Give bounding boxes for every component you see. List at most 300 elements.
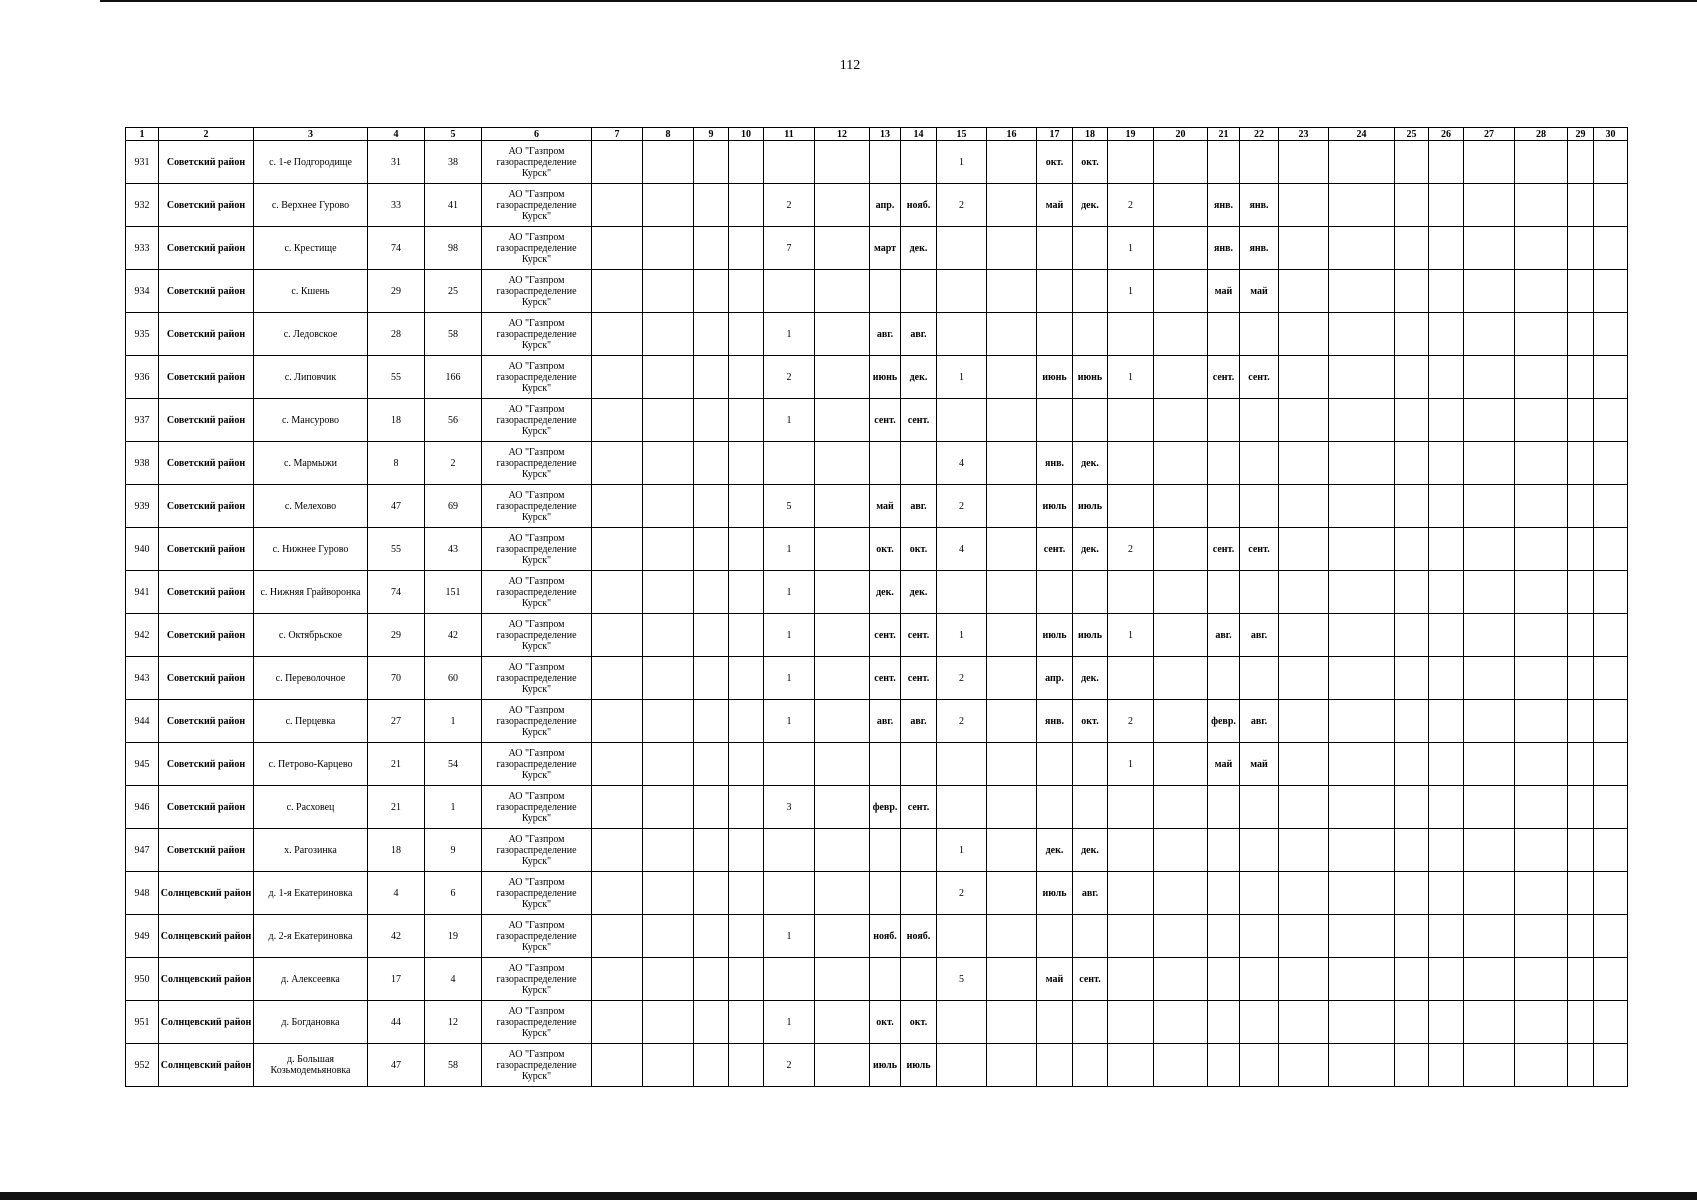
- empty-cell: [1464, 485, 1515, 528]
- empty-cell: [1279, 528, 1329, 571]
- empty-cell: [643, 571, 694, 614]
- settlement-cell: с. Расховец: [254, 786, 368, 829]
- empty-cell: [1279, 657, 1329, 700]
- empty-cell: [1464, 614, 1515, 657]
- value-cell: сент.: [1240, 356, 1279, 399]
- empty-cell: [1429, 270, 1464, 313]
- value-cell: [1240, 958, 1279, 1001]
- empty-cell: [592, 270, 643, 313]
- district-cell: Советский район: [159, 442, 254, 485]
- value-cell: 4: [937, 442, 987, 485]
- value-cell: [937, 1044, 987, 1087]
- value-cell: 21: [368, 786, 425, 829]
- value-cell: 25: [425, 270, 482, 313]
- value-cell: 2: [1108, 184, 1154, 227]
- empty-cell: [1594, 1044, 1628, 1087]
- value-cell: [901, 872, 937, 915]
- organization-cell: АО "Газпром газораспределение Курск": [482, 829, 592, 872]
- value-cell: [870, 958, 901, 1001]
- empty-cell: [694, 700, 729, 743]
- column-number-cell: 15: [937, 128, 987, 141]
- empty-cell: [987, 571, 1037, 614]
- value-cell: янв.: [1240, 227, 1279, 270]
- column-number-cell: 29: [1568, 128, 1594, 141]
- value-cell: [1037, 786, 1073, 829]
- value-cell: окт.: [901, 528, 937, 571]
- empty-cell: [1154, 442, 1208, 485]
- value-cell: авг.: [870, 313, 901, 356]
- empty-cell: [1515, 700, 1568, 743]
- value-cell: [764, 872, 815, 915]
- empty-cell: [1429, 1001, 1464, 1044]
- value-cell: сент.: [1208, 528, 1240, 571]
- empty-cell: [815, 958, 870, 1001]
- column-number-header-row: [126, 128, 1628, 141]
- empty-cell: [1279, 313, 1329, 356]
- value-cell: [1240, 1044, 1279, 1087]
- empty-cell: [1464, 227, 1515, 270]
- value-cell: [1073, 1044, 1108, 1087]
- empty-cell: [1568, 571, 1594, 614]
- empty-cell: [987, 270, 1037, 313]
- empty-cell: [1395, 227, 1429, 270]
- empty-cell: [1464, 1001, 1515, 1044]
- value-cell: 33: [368, 184, 425, 227]
- value-cell: [937, 1001, 987, 1044]
- empty-cell: [1464, 442, 1515, 485]
- value-cell: [1240, 485, 1279, 528]
- value-cell: [1240, 657, 1279, 700]
- value-cell: нояб.: [901, 184, 937, 227]
- value-cell: авг.: [901, 700, 937, 743]
- empty-cell: [987, 313, 1037, 356]
- value-cell: [1208, 829, 1240, 872]
- empty-cell: [643, 270, 694, 313]
- district-cell: Советский район: [159, 571, 254, 614]
- empty-cell: [694, 657, 729, 700]
- value-cell: [901, 829, 937, 872]
- empty-cell: [592, 184, 643, 227]
- empty-cell: [643, 1001, 694, 1044]
- organization-cell: АО "Газпром газораспределение Курск": [482, 184, 592, 227]
- empty-cell: [815, 829, 870, 872]
- value-cell: сент.: [1240, 528, 1279, 571]
- settlement-cell: х. Рагозинка: [254, 829, 368, 872]
- value-cell: 55: [368, 528, 425, 571]
- row-number-cell: 934: [126, 270, 159, 313]
- empty-cell: [1329, 141, 1395, 184]
- empty-cell: [815, 657, 870, 700]
- value-cell: 58: [425, 313, 482, 356]
- value-cell: [1208, 915, 1240, 958]
- empty-cell: [729, 528, 764, 571]
- value-cell: сент.: [901, 786, 937, 829]
- empty-cell: [1395, 1044, 1429, 1087]
- empty-cell: [1429, 829, 1464, 872]
- value-cell: [937, 227, 987, 270]
- empty-cell: [643, 958, 694, 1001]
- empty-cell: [1329, 356, 1395, 399]
- empty-cell: [1329, 571, 1395, 614]
- settlement-cell: с. Липовчик: [254, 356, 368, 399]
- empty-cell: [1594, 356, 1628, 399]
- empty-cell: [694, 399, 729, 442]
- table-row: [126, 1044, 1628, 1087]
- empty-cell: [1568, 614, 1594, 657]
- organization-cell: АО "Газпром газораспределение Курск": [482, 141, 592, 184]
- value-cell: [937, 743, 987, 786]
- empty-cell: [987, 958, 1037, 1001]
- empty-cell: [694, 442, 729, 485]
- empty-cell: [987, 700, 1037, 743]
- value-cell: [1240, 872, 1279, 915]
- empty-cell: [1568, 700, 1594, 743]
- empty-cell: [1464, 399, 1515, 442]
- value-cell: 7: [764, 227, 815, 270]
- settlement-cell: с. Нижнее Гурово: [254, 528, 368, 571]
- value-cell: июль: [1037, 614, 1073, 657]
- empty-cell: [1464, 141, 1515, 184]
- empty-cell: [729, 872, 764, 915]
- value-cell: май: [1240, 270, 1279, 313]
- value-cell: [1208, 958, 1240, 1001]
- empty-cell: [1329, 786, 1395, 829]
- empty-cell: [1515, 614, 1568, 657]
- empty-cell: [592, 485, 643, 528]
- empty-cell: [1568, 1001, 1594, 1044]
- empty-cell: [815, 872, 870, 915]
- empty-cell: [1154, 786, 1208, 829]
- empty-cell: [1594, 786, 1628, 829]
- value-cell: [1037, 270, 1073, 313]
- value-cell: март: [870, 227, 901, 270]
- empty-cell: [694, 915, 729, 958]
- value-cell: [1208, 872, 1240, 915]
- value-cell: 1: [764, 700, 815, 743]
- value-cell: 3: [764, 786, 815, 829]
- empty-cell: [1594, 442, 1628, 485]
- district-cell: Советский район: [159, 700, 254, 743]
- empty-cell: [1464, 657, 1515, 700]
- value-cell: 1: [937, 356, 987, 399]
- empty-cell: [1568, 528, 1594, 571]
- value-cell: 8: [368, 442, 425, 485]
- value-cell: [901, 743, 937, 786]
- empty-cell: [592, 442, 643, 485]
- empty-cell: [1395, 442, 1429, 485]
- value-cell: [764, 442, 815, 485]
- row-number-cell: 931: [126, 141, 159, 184]
- column-number-cell: 20: [1154, 128, 1208, 141]
- district-cell: Солнцевский район: [159, 958, 254, 1001]
- column-number-cell: 24: [1329, 128, 1395, 141]
- table-row: [126, 227, 1628, 270]
- value-cell: сент.: [1037, 528, 1073, 571]
- value-cell: 151: [425, 571, 482, 614]
- empty-cell: [592, 571, 643, 614]
- value-cell: июнь: [1073, 356, 1108, 399]
- empty-cell: [643, 614, 694, 657]
- empty-cell: [694, 958, 729, 1001]
- empty-cell: [1464, 1044, 1515, 1087]
- value-cell: 166: [425, 356, 482, 399]
- value-cell: 18: [368, 399, 425, 442]
- value-cell: [1108, 485, 1154, 528]
- value-cell: [1073, 743, 1108, 786]
- value-cell: 4: [937, 528, 987, 571]
- empty-cell: [1594, 141, 1628, 184]
- organization-cell: АО "Газпром газораспределение Курск": [482, 399, 592, 442]
- value-cell: [1240, 1001, 1279, 1044]
- empty-cell: [1515, 184, 1568, 227]
- district-cell: Солнцевский район: [159, 1001, 254, 1044]
- row-number-cell: 939: [126, 485, 159, 528]
- empty-cell: [1568, 141, 1594, 184]
- empty-cell: [1429, 141, 1464, 184]
- value-cell: [901, 141, 937, 184]
- empty-cell: [1568, 786, 1594, 829]
- value-cell: 31: [368, 141, 425, 184]
- empty-cell: [1329, 227, 1395, 270]
- value-cell: июль: [901, 1044, 937, 1087]
- row-number-cell: 952: [126, 1044, 159, 1087]
- value-cell: 47: [368, 1044, 425, 1087]
- empty-cell: [1395, 141, 1429, 184]
- empty-cell: [694, 872, 729, 915]
- empty-cell: [1594, 958, 1628, 1001]
- value-cell: 1: [425, 786, 482, 829]
- empty-cell: [1279, 958, 1329, 1001]
- value-cell: окт.: [1073, 700, 1108, 743]
- table-row: [126, 356, 1628, 399]
- empty-cell: [1568, 399, 1594, 442]
- empty-cell: [1464, 528, 1515, 571]
- column-number-cell: 11: [764, 128, 815, 141]
- value-cell: [1073, 313, 1108, 356]
- empty-cell: [1594, 614, 1628, 657]
- value-cell: янв.: [1037, 700, 1073, 743]
- empty-cell: [1279, 614, 1329, 657]
- value-cell: 2: [937, 485, 987, 528]
- empty-cell: [815, 141, 870, 184]
- empty-cell: [1429, 442, 1464, 485]
- page-number: 112: [839, 58, 861, 73]
- empty-cell: [1329, 270, 1395, 313]
- empty-cell: [1329, 528, 1395, 571]
- value-cell: сент.: [901, 614, 937, 657]
- empty-cell: [1429, 571, 1464, 614]
- empty-cell: [694, 1044, 729, 1087]
- empty-cell: [815, 571, 870, 614]
- value-cell: июль: [1037, 872, 1073, 915]
- empty-cell: [815, 356, 870, 399]
- settlement-cell: с. Перцевка: [254, 700, 368, 743]
- settlement-cell: д. 1-я Екатериновка: [254, 872, 368, 915]
- table-row: [126, 442, 1628, 485]
- value-cell: июль: [870, 1044, 901, 1087]
- empty-cell: [1429, 528, 1464, 571]
- value-cell: [1073, 786, 1108, 829]
- row-number-cell: 933: [126, 227, 159, 270]
- value-cell: 5: [937, 958, 987, 1001]
- empty-cell: [1515, 1001, 1568, 1044]
- empty-cell: [592, 829, 643, 872]
- value-cell: 1: [764, 313, 815, 356]
- column-number-cell: 23: [1279, 128, 1329, 141]
- value-cell: апр.: [870, 184, 901, 227]
- empty-cell: [1429, 743, 1464, 786]
- value-cell: 55: [368, 356, 425, 399]
- empty-cell: [592, 141, 643, 184]
- value-cell: дек.: [901, 571, 937, 614]
- empty-cell: [1279, 571, 1329, 614]
- empty-cell: [694, 571, 729, 614]
- empty-cell: [1329, 872, 1395, 915]
- empty-cell: [1568, 829, 1594, 872]
- empty-cell: [1515, 915, 1568, 958]
- value-cell: [764, 743, 815, 786]
- empty-cell: [1464, 571, 1515, 614]
- empty-cell: [987, 528, 1037, 571]
- empty-cell: [1515, 227, 1568, 270]
- empty-cell: [1568, 1044, 1594, 1087]
- empty-cell: [987, 614, 1037, 657]
- empty-cell: [987, 442, 1037, 485]
- value-cell: 21: [368, 743, 425, 786]
- empty-cell: [1279, 227, 1329, 270]
- value-cell: нояб.: [870, 915, 901, 958]
- organization-cell: АО "Газпром газораспределение Курск": [482, 1044, 592, 1087]
- empty-cell: [694, 829, 729, 872]
- organization-cell: АО "Газпром газораспределение Курск": [482, 958, 592, 1001]
- empty-cell: [815, 1044, 870, 1087]
- empty-cell: [1515, 743, 1568, 786]
- value-cell: 27: [368, 700, 425, 743]
- row-number-cell: 943: [126, 657, 159, 700]
- empty-cell: [1279, 915, 1329, 958]
- table-row: [126, 614, 1628, 657]
- empty-cell: [987, 1001, 1037, 1044]
- column-number-cell: 18: [1073, 128, 1108, 141]
- value-cell: 43: [425, 528, 482, 571]
- column-number-cell: 14: [901, 128, 937, 141]
- value-cell: [1108, 786, 1154, 829]
- row-number-cell: 940: [126, 528, 159, 571]
- column-number-cell: 5: [425, 128, 482, 141]
- empty-cell: [643, 313, 694, 356]
- empty-cell: [1515, 399, 1568, 442]
- empty-cell: [643, 743, 694, 786]
- empty-cell: [643, 442, 694, 485]
- empty-cell: [729, 958, 764, 1001]
- value-cell: сент.: [870, 657, 901, 700]
- organization-cell: АО "Газпром газораспределение Курск": [482, 485, 592, 528]
- empty-cell: [643, 184, 694, 227]
- empty-cell: [1568, 356, 1594, 399]
- empty-cell: [1154, 915, 1208, 958]
- settlement-cell: с. Крестище: [254, 227, 368, 270]
- settlement-cell: с. Петрово-Карцево: [254, 743, 368, 786]
- district-cell: Советский район: [159, 485, 254, 528]
- bottom-border-bar: [0, 1192, 1697, 1200]
- column-number-cell: 12: [815, 128, 870, 141]
- value-cell: окт.: [1073, 141, 1108, 184]
- value-cell: [1108, 1044, 1154, 1087]
- value-cell: 2: [764, 356, 815, 399]
- empty-cell: [1154, 227, 1208, 270]
- value-cell: 74: [368, 227, 425, 270]
- empty-cell: [729, 700, 764, 743]
- value-cell: окт.: [870, 528, 901, 571]
- value-cell: 1: [1108, 227, 1154, 270]
- empty-cell: [1279, 786, 1329, 829]
- empty-cell: [1429, 313, 1464, 356]
- value-cell: июль: [1073, 485, 1108, 528]
- empty-cell: [1594, 313, 1628, 356]
- empty-cell: [1594, 1001, 1628, 1044]
- empty-cell: [643, 141, 694, 184]
- value-cell: [1240, 571, 1279, 614]
- empty-cell: [592, 313, 643, 356]
- empty-cell: [694, 227, 729, 270]
- value-cell: [1073, 1001, 1108, 1044]
- empty-cell: [1515, 571, 1568, 614]
- empty-cell: [1429, 958, 1464, 1001]
- value-cell: 38: [425, 141, 482, 184]
- empty-cell: [815, 270, 870, 313]
- empty-cell: [1154, 657, 1208, 700]
- empty-cell: [815, 442, 870, 485]
- empty-cell: [643, 786, 694, 829]
- value-cell: июль: [1037, 485, 1073, 528]
- empty-cell: [1279, 1001, 1329, 1044]
- value-cell: [1240, 399, 1279, 442]
- value-cell: 29: [368, 270, 425, 313]
- empty-cell: [1329, 915, 1395, 958]
- empty-cell: [1515, 1044, 1568, 1087]
- empty-cell: [1464, 184, 1515, 227]
- empty-cell: [1568, 743, 1594, 786]
- empty-cell: [1429, 356, 1464, 399]
- value-cell: 1: [764, 399, 815, 442]
- column-number-cell: 16: [987, 128, 1037, 141]
- value-cell: [1208, 442, 1240, 485]
- empty-cell: [694, 270, 729, 313]
- value-cell: 1: [764, 915, 815, 958]
- row-number-cell: 946: [126, 786, 159, 829]
- empty-cell: [1464, 356, 1515, 399]
- value-cell: 2: [937, 657, 987, 700]
- empty-cell: [1395, 399, 1429, 442]
- empty-cell: [1395, 571, 1429, 614]
- value-cell: [1037, 1044, 1073, 1087]
- empty-cell: [815, 184, 870, 227]
- value-cell: 1: [764, 1001, 815, 1044]
- empty-cell: [1395, 485, 1429, 528]
- empty-cell: [694, 614, 729, 657]
- empty-cell: [694, 743, 729, 786]
- empty-cell: [1395, 700, 1429, 743]
- organization-cell: АО "Газпром газораспределение Курск": [482, 743, 592, 786]
- empty-cell: [1395, 528, 1429, 571]
- value-cell: окт.: [870, 1001, 901, 1044]
- empty-cell: [1154, 528, 1208, 571]
- value-cell: [764, 958, 815, 1001]
- value-cell: дек.: [1073, 657, 1108, 700]
- organization-cell: АО "Газпром газораспределение Курск": [482, 786, 592, 829]
- empty-cell: [987, 915, 1037, 958]
- empty-cell: [729, 829, 764, 872]
